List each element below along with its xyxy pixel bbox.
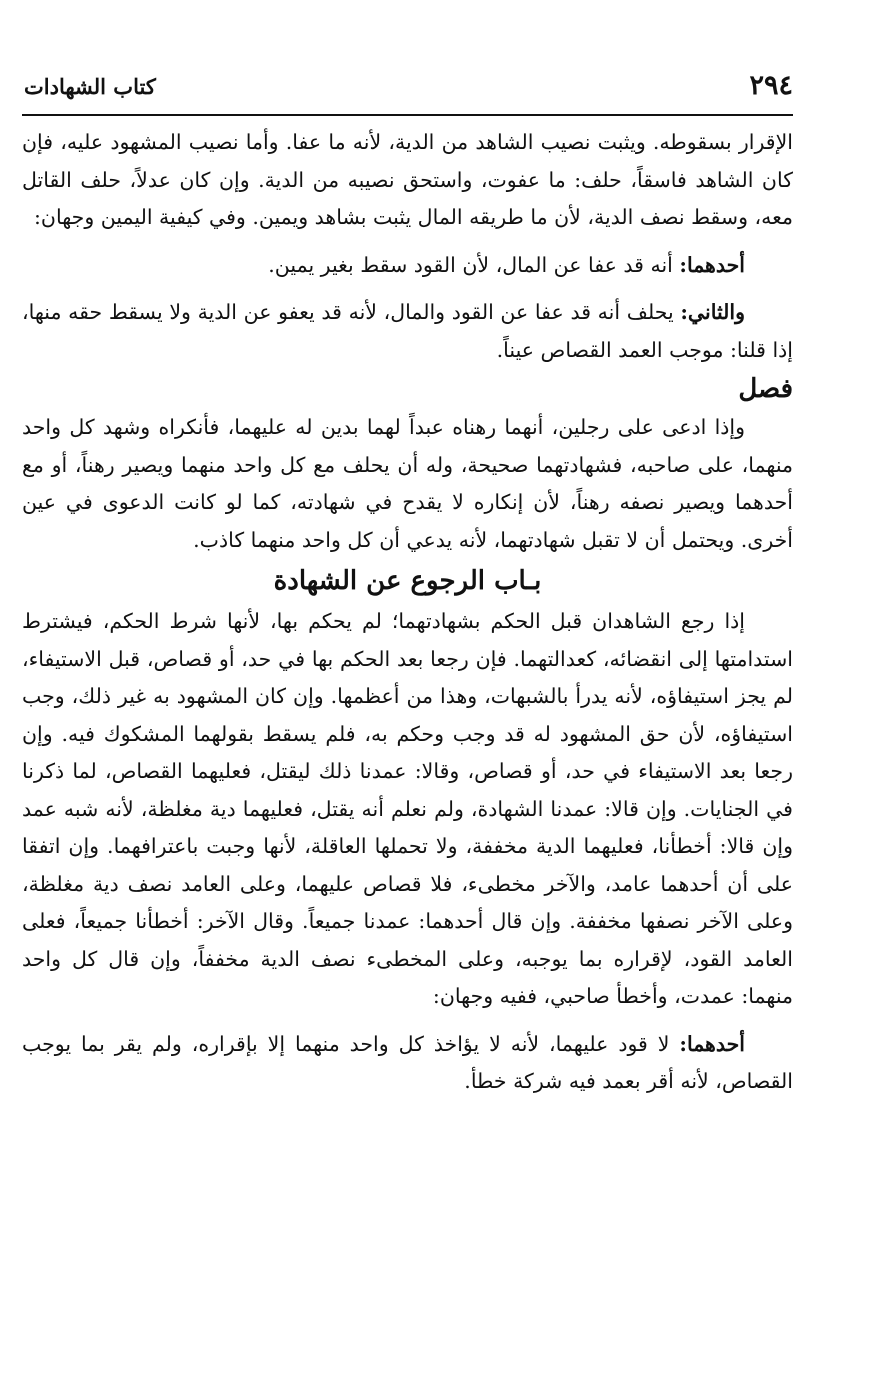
opinion-label: أحدهما: xyxy=(679,1031,745,1056)
opinion-text: لا قود عليهما، لأنه لا يؤاخذ كل واحد منهما إلا بإقراره، ولم يقر بما يوجب القصاص، لأنه أقر بعمد فيه شركة خطأ. xyxy=(22,1031,793,1093)
chapter-heading: بـاب الرجوع عن الشهادة xyxy=(273,566,542,596)
section-heading: فصل xyxy=(738,374,793,404)
opinion-paragraph xyxy=(22,1026,793,1101)
paragraph: الإقرار بسقوطه. ويثبت نصيب الشاهد من الدية، لأنه ما عفا. وأما نصيب المشهود عليه، فإن كان الشاهد فاسقاً، حلف: ما عفوت، واستحق نصيبه من الدية. وإن كان عدلاً، حلف القاتل معه، وسقط نصف الدية، لأن ما طريقه المال يثبت بشاهد ويمين. وفي كيفية اليمين وجهان: xyxy=(22,130,793,229)
running-title: كتاب الشهادات xyxy=(24,74,156,99)
opinion-paragraph xyxy=(22,294,793,369)
opinion-label: والثاني: xyxy=(680,300,745,324)
page-body xyxy=(22,124,793,1101)
header-rule xyxy=(22,114,793,116)
paragraph: إذا رجع الشاهدان قبل الحكم بشهادتهما؛ لم يحكم بها، لأنها شرط الحكم، فيشترط استدامتها إلى انقضائه، كعدالتهما. فإن رجعا بعد الحكم بها في حد، أو قصاص، قبل الاستيفاء، لم يجز استيفاؤه، لأنه يدرأ بالشبهات، وهذا من أعظمها. وإن كان المشهود به غير ذلك، وجب استيفاؤه، لأن حق المشهود له قد وجب وحكم به، فلم يسقط بقولهما المشكوك فيه. وإن رجعا بعد الاستيفاء في حد، أو قصاص، وقالا: عمدنا ذلك ليقتل، فعليهما القصاص، لما ذكرنا في الجنايات. وإن قالا: عمدنا الشهادة، ولم نعلم أنه يقتل، فعليهما دية مغلظة، لأنه شبه عمد وإن قالا: أخطأنا، فعليهما الدية مخففة، ولا تحملها العاقلة، لأنها وجبت باعترافهما. وإن اتفقا على أن أحدهما عامد، والآخر مخطىء، فلا قصاص عليهما، وعلى العامد نصف دية مغلظة، وعلى الآخر نصفها مخففة. وإن قال أحدهما: عمدنا جميعاً. وقال الآخر: أخطأنا جميعاً، فعلى العامد القود، لإقراره بما يوجبه، وعلى المخطىء نصف الدية مخففاً، وإن قال كل واحد منهما: عمدت، وأخطأ صاحبي، ففيه وجهان: xyxy=(22,609,793,1008)
page-header xyxy=(24,66,793,106)
opinion-paragraph xyxy=(22,247,793,285)
opinion-text: يحلف أنه قد عفا عن القود والمال، لأنه قد يعفو عن الدية ولا يسقط حقه منها، إذا قلنا: موجب العمد القصاص عيناً. xyxy=(22,300,793,362)
opinion-label: أحدهما: xyxy=(679,252,745,277)
paragraph: وإذا ادعى على رجلين، أنهما رهناه عبداً لهما بدين له عليهما، فأنكراه وشهد كل واحد منهما، على صاحبه، فشهادتهما صحيحة، وله أن يحلف مع كل واحد منهما ويصير رهناً، أو مع أحدهما ويصير نصفه رهناً، لأن إنكاره لا يقدح في شهادته، كما لو كانت الدعوى في عين أخرى. ويحتمل أن لا تقبل شهادتهما، لأنه يدعي أن كل واحد منهما كاذب. xyxy=(22,415,793,552)
opinion-text: أنه قد عفا عن المال، لأن القود سقط بغير يمين. xyxy=(268,252,673,277)
page-number: ٢٩٤ xyxy=(749,70,793,101)
